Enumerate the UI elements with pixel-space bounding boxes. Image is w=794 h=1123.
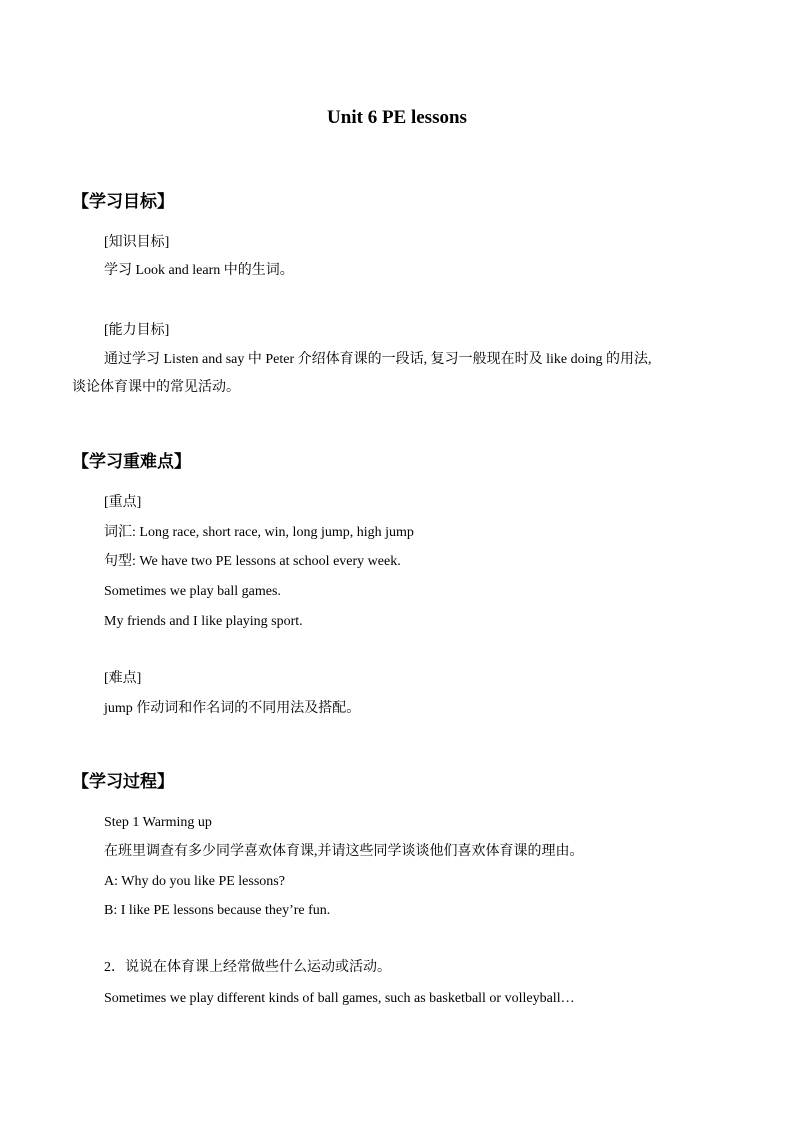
knowledge-objective-text: 学习 Look and learn 中的生词。 [104,263,294,278]
dialog-line-b: B: I like PE lessons because they’re fun. [104,903,331,918]
section-heading-key-points: 【学习重难点】 [72,452,191,472]
section-heading-process: 【学习过程】 [72,772,174,792]
step1-title: Step 1 Warming up [104,815,212,830]
ability-objective-text-line2: 谈论体育课中的常见活动。 [72,380,240,395]
example-sentence-2: My friends and I like playing sport. [104,614,303,629]
dialog-line-a: A: Why do you like PE lessons? [104,874,285,889]
ability-objective-label: [能力目标] [104,323,170,338]
ability-objective-text-line1: 通过学习 Listen and say 中 Peter 介绍体育课的一段话, 复习一般现在时及 like doing 的用法, [104,352,652,367]
item2-example: Sometimes we play different kinds of ball games, such as basketball or volleyball… [104,991,575,1006]
difficult-points-label: [难点] [104,671,142,686]
item2-instruction: 2．说说在体育课上经常做些什么运动或活动。 [104,960,391,975]
key-points-label: [重点] [104,495,142,510]
knowledge-objective-label: [知识目标] [104,235,170,250]
example-sentence-1: Sometimes we play ball games. [104,584,281,599]
section-heading-objectives: 【学习目标】 [72,192,174,212]
document-title: Unit 6 PE lessons [327,107,467,128]
sentence-pattern-line: 句型: We have two PE lessons at school every week. [104,554,401,569]
vocabulary-line: 词汇: Long race, short race, win, long jump, high jump [104,525,414,540]
survey-instruction: 在班里调查有多少同学喜欢体育课,并请这些同学谈谈他们喜欢体育课的理由。 [104,844,584,859]
difficult-points-text: jump 作动词和作名词的不同用法及搭配。 [104,701,361,716]
